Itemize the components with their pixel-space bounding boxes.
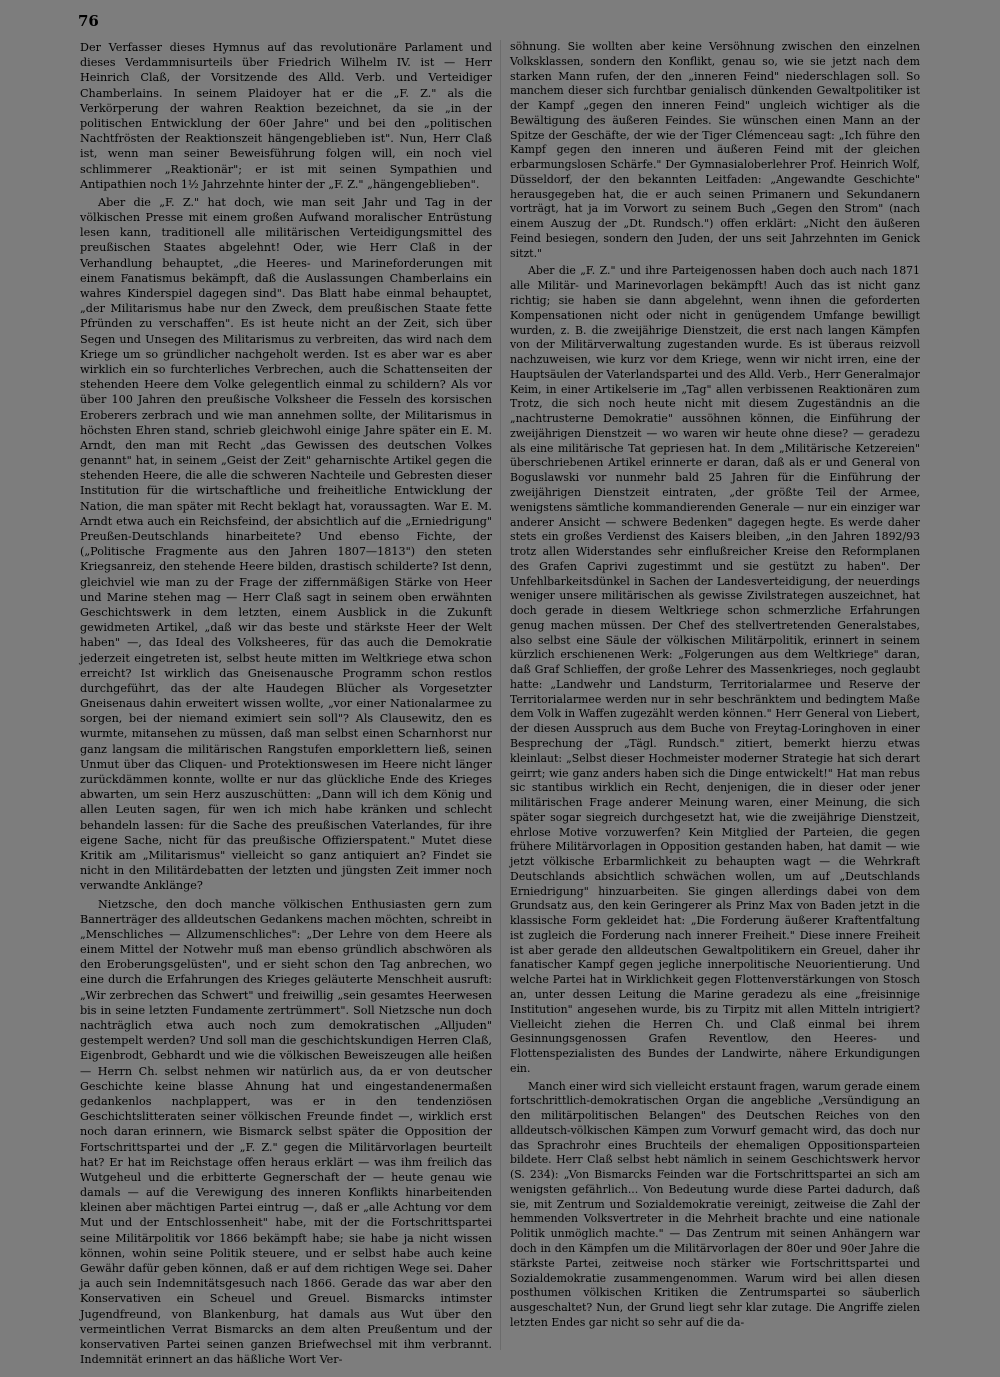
paragraph: Nietzsche, den doch manche völkischen Enthusiasten gern zum Bannerträger des alldeutschen Gedankens machen möchten, schreibt in „Menschliches — Allzumenschliches": „Der Lehre von dem Heere als einem Mittel der Notwehr muß man ebenso gründlich abschwören als den Eroberungsgelüsten", und er sieht schon den Tag anbrechen, wo eine durch die Erfahrungen des Krieges geläuterte Menschheit ausruft: „Wir zerbrechen das Schwert" und freiwillig „sein gesamtes Heerwesen bis in seine letzten Fundamente zertrümmert". Soll Nietzsche nun doch nachträglich etwa auch noch zum demokratischen „Alljuden" gestempelt werden? Und soll man die geschichtskundigen Herren Claß, Eigenbrodt, Gebhardt und wie die völkischen Beweiszeugen alle heißen — Herrn Ch. selbst nehmen wir natürlich aus, da er von deutscher Geschichte keine blasse Ahnung hat und eingestandenermaßen gedankenlos nachplappert, was er in den tendenziösen Geschichtslitteraten seiner völkischen Freunde findet —, wirklich erst noch daran erinnern, wie Bismarck selbst später die Opposition der Fortschrittspartei und der „F. Z." gegen die Militärvorlagen beurteilt hat? Er hat im Reichstage offen heraus erklärt — was ihm freilich das Wutgeheul und die erbitterte Gegnerschaft der — heute genau wie damals — auf die Verewigung des inneren Konflikts hinarbeitenden kleinen aber mächtigen Partei eintrug —, daß er „alle Achtung vor dem Mut und der Entschlossenheit" habe, mit der die Fortschrittspartei seine Militärpolitik vor 1866 bekämpft habe; sie habe ja nicht wissen können, wohin seine Politik steuere, und er selbst habe auch keine Gewähr dafür geben können, daß er auf dem richtigen Wege sei. Daher ja auch sein Indemnitätsgesuch nach 1866. Gerade das war aber den Konservativen ein Scheuel und Greuel. Bismarcks intimster Jugendfreund, von Blankenburg, hat damals aus Wut über den vermeintlichen Verrat Bismarcks an dem alten Preußentum und der konservativen Partei seinen ganzen Briefwechsel mit ihm verbrannt. Indemnität erinnert an das häßliche Wort Ver- xyxy=(80,897,492,1367)
paragraph: Aber die „F. Z." und ihre Parteigenossen haben doch auch nach 1871 alle Militär- und Marinevorlagen bekämpft! Auch das ist nicht ganz richtig; sie haben sie dann abgelehnt, wenn ihnen die geforderten Kompensationen nicht oder nicht in genügendem Umfange bewilligt wurden, z. B. die zweijährige Dienstzeit, die erst nach langen Kämpfen von der Militärverwaltung zugestanden wurde. Es ist überaus reizvoll nachzuweisen, wie kurz vor dem Kriege, wenn wir nicht irren, eine der Hauptsäulen der Vaterlandspartei und des Alld. Verb., Herr Generalmajor Keim, in einer Artikelserie im „Tag" allen verbissenen Reaktionären zum Trotz, die sich noch heute nicht mit diesem Zugeständnis an die „nachtrusterne Demokratie" aussöhnen können, die Einführung der zweijährigen Dienstzeit — wo waren wir heute ohne diese? — geradezu als eine militärische Tat gepriesen hat. In dem „Militärische Ketzereien" überschriebenen Artikel erinnerte er daran, daß als er und General von Boguslawski vor nunmehr bald 25 Jahren für die Einführung der zweijährigen Dienstzeit eintraten, „der größte Teil der Armee, wenigstens sämtliche kommandierenden Generale — nur ein einziger war anderer Ansicht — schwere Bedenken" dagegen hegte. Es werde daher stets ein großes Verdienst des Kaisers bleiben, „in den Jahren 1892/93 trotz allen Widerstandes sehr einflußreicher Kreise den Reformplanen des Grafen Caprivi zugestimmt und sie gestützt zu haben". Der Unfehlbarkeitsdünkel in Sachen der Landesverteidigung, der neuerdings weniger unsere militärischen als gewisse Zivilstrategen auszeichnet, hat doch gerade in diesem Weltkriege schon schmerzliche Erfahrungen genug machen müssen. Der Chef des stellvertretenden Generalstabes, also selbst eine Säule der völkischen Militärpolitik, erinnert in seinem kürzlich erschienenen Werk: „Folgerungen aus dem Weltkriege" daran, daß Graf Schlieffen, der große Lehrer des Massenkrieges, noch geglaubt hatte: „Landwehr und Landsturm, Territorialarmee und Reserve der Territorialarmee werden nur in sehr beschränktem und bedingtem Maße dem Volk in Waffen zugezählt werden können." Herr General von Liebert, der diesen Ausspruch aus dem Buche von Freytag-Loringhoven in einer Besprechung der „Tägl. Rundsch." zitiert, bemerkt hierzu etwas kleinlaut: „Selbst dieser Hochmeister moderner Strategie hat sich derart geirrt; wie ganz anders haben sich die Dinge entwickelt!" Hat man rebus sic stantibus wirklich ein Recht, denjenigen, die in dieser oder jener militärischen Frage anderer Meinung waren, einer Meinung, die sich später sogar siegreich durchgesetzt hat, wie die zweijährige Dienstzeit, ehrlose Motive vorzuwerfen? Kein Mitglied der Parteien, die gegen frühere Militärvorlagen in Opposition gestanden haben, hat damit — wie jetzt völkische Erbarmlichkeit zu behaupten wagt — die Wehrkraft Deutschlands absichtlich schwächen wollen, um auf „Deutschlands Erniedrigung" hinzuarbeiten. Sie gingen allerdings dabei von dem Grundsatz aus, den kein Geringerer als Prinz Max von Baden jetzt in die klassische Form gekleidet hat: „Die Forderung äußerer Kraftentfaltung ist zugleich die Forderung nach innerer Freiheit." Diese innere Freiheit ist aber gerade den alldeutschen Gewaltpolitikern ein Greuel, daher ihr fanatischer Kampf gegen jegliche innerpolitische Neuorientierung. Und welche Partei hat in Wirklichkeit gegen Flottenverstärkungen von Stosch an, unter dessen Leitung die Marine geradezu als eine „freisinnige Institution" angesehen wurde, bis zu Tirpitz mit allen Mitteln intrigiert? Vielleicht ziehen die Herren Ch. und Claß einmal bei ihrem Gesinnungsgenossen Grafen Reventlow, den Heeres- und Flottenspezialisten des Bundes der Landwirte, nähere Erkundigungen ein. xyxy=(510,264,920,1075)
page-number: 76 xyxy=(78,12,99,30)
left-column xyxy=(80,40,492,1370)
paragraph: Aber die „F. Z." hat doch, wie man seit Jahr und Tag in der völkischen Presse mit einem großen Aufwand moralischer Entrüstung lesen kann, traditionell alle militärischen Verteidigungsmittel des preußischen Staates abgelehnt! Oder, wie Herr Claß in der Verhandlung behauptet, „die Heeres- und Marineforderungen mit einem Fanatismus bekämpft, daß die Auslassungen Chamberlains ein wahres Kinderspiel dagegen sind". Das Blatt habe einmal behauptet, „der Militarismus habe nur den Zweck, dem preußischen Staate fette Pfründen zu verschaffen". Es ist heute nicht an der Zeit, sich über Segen und Unsegen des Militarismus zu verbreiten, das wird nach dem Kriege um so gründlicher nachgeholt werden. Ist es aber war es aber wirklich ein so furchterliches Verbrechen, auch die Schattenseiten der stehenden Heere dem Volke gelegentlich einmal zu schildern? Als vor über 100 Jahren den preußische Volksheer die Fesseln des korsischen Eroberers zerbrach und wie man annehmen sollte, der Militarismus in höchsten Ehren stand, schrieb gleichwohl einige Jahre später ein E. M. Arndt, den man mit Recht „das Gewissen des deutschen Volkes genannt" hat, in seinem „Geist der Zeit" geharnischte Artikel gegen die stehenden Heere, die alle die schweren Nachteile und Gebresten dieser Institution für die wirtschaftliche und freiheitliche Entwicklung der Nation, die man später mit Recht beklagt hat, voraussagten. War E. M. Arndt etwa auch ein Reichsfeind, der absichtlich auf die „Erniedrigung" Preußen-Deutschlands hinarbeitete? Und ebenso Fichte, der („Politische Fragmente aus den Jahren 1807—1813") den steten Kriegsanreiz, den stehende Heere bilden, drastisch schilderte? Ist denn, gleichviel wie man zu der Frage der ziffernmäßigen Stärke von Heer und Marine stehen mag — Herr Claß sagt in seinem oben erwähnten Geschichtswerk in dem letzten, einem Ausblick in die Zukunft gewidmeten Artikel, „daß wir das beste und stärkste Heer der Welt haben" —, das Ideal des Volksheeres, für das auch die Demokratie jederzeit eingetreten ist, selbst heute mitten im Weltkriege etwa schon erreicht? Ist wirklich das Gneisenausche Programm schon restlos durchgeführt, das der alte Haudegen Blücher als Vorgesetzter Gneisenaus dahin erweitert wissen wollte, „vor einer Nationalarmee zu sorgen, bei der niemand eximiert sein soll"? Als Clausewitz, den es wurmte, mitansehen zu müssen, daß man selbst einen Scharnhorst nur ganz langsam die militärischen Rangstufen emporklettern ließ, seinen Unmut über das Cliquen- und Protektionswesen im Heere nicht länger zurückdämmen konnte, wollte er nur das glückliche Ende des Krieges abwarten, um sein Herz auszuschütten: „Dann will ich dem König und allen Leuten sagen, für wen ich mich habe kränken und schlecht behandeln lassen: für die Sache des preußischen Vaterlandes, für ihre eigene Sache, nicht für das preußische Offizierspatent." Mutet diese Kritik am „Militarismus" vielleicht so ganz antiquiert an? Findet sie nicht in den Militärdebatten der letzten und jüngsten Zeit immer noch verwandte Anklänge? xyxy=(80,195,492,893)
right-column xyxy=(510,40,920,1334)
paragraph: Der Verfasser dieses Hymnus auf das revolutionäre Parlament und dieses Verdammnisurteils über Friedrich Wilhelm IV. ist — Herr Heinrich Claß, der Vorsitzende des Alld. Verb. und Verteidiger Chamberlains. In seinem Plaidoyer hat er die „F. Z." als die Verkörperung der wahren Reaktion bezeichnet, da sie „in der politischen Entwicklung der 60er Jahre" und bei den „politischen Nachtfrösten der Reaktionszeit hängengeblieben ist". Nun, Herr Claß ist, wenn man seiner Beweisführung folgen will, ein noch viel schlimmerer „Reaktionär"; er ist mit seinen Sympathien und Antipathien noch 1½ Jahrzehnte hinter der „F. Z." „hängengeblieben". xyxy=(80,41,492,191)
paragraph: Manch einer wird sich vielleicht erstaunt fragen, warum gerade einem fortschrittlich-demokratischen Organ die angebliche „Versündigung an den militärpolitischen Belangen" des Deutschen Reiches von den alldeutsch-völkischen Kämpen zum Vorwurf gemacht wird, das doch nur das Sprachrohr eines Bruchteils der ehemaligen Oppositionsparteien bildete. Herr Claß selbst hebt nämlich in seinem Geschichtswerk hervor (S. 234): „Von Bismarcks Feinden war die Fortschrittspartei an sich am wenigsten gefährlich... Von Bedeutung wurde diese Partei dadurch, daß sie, mit Zentrum und Sozialdemokratie vereinigt, zeitweise die Zahl der hemmenden Volksvertreter in die Mehrheit brachte und eine nationale Politik unmöglich machte." — Das Zentrum mit seinen Anhängern war doch in den Kämpfen um die Militärvorlagen der 80er und 90er Jahre die stärkste Partei, zeitweise noch stärker wie Fortschrittspartei und Sozialdemokratie zusammengenommen. Warum wird bei allen diesen posthumen völkischen Kritiken die Zentrumspartei so säuberlich ausgeschaltet? Nun, der Grund liegt sehr klar zutage. Die Angriffe zielen letzten Endes gar nicht so sehr auf die da- xyxy=(510,1079,920,1329)
paragraph: söhnung. Sie wollten aber keine Versöhnung zwischen den einzelnen Volksklassen, sondern den Konflikt, genau so, wie sie jetzt nach dem starken Mann rufen, der den „inneren Feind" niederschlagen soll. So manchem dieser sich furchtbar genialisch dünkenden Gewaltpolitiker ist der Kampf „gegen den inneren Feind" ungleich wichtiger als die Bewältigung des äußeren Feindes. Sie wünschen einen Mann an der Spitze der Geschäfte, der wie der Tiger Clémenceau sagt: „Ich führe den Kampf gegen den inneren und äußeren Feind mit der gleichen erbarmungslosen Schärfe." Der Gymnasialoberlehrer Prof. Heinrich Wolf, Düsseldorf, der den bekannten Leitfaden: „Angewandte Geschichte" herausgegeben hat, die er auch seinen Primanern und Sekundanern vorträgt, hat ja im Vorwort zu seinem Buch „Gegen den Strom" (nach einem Auszug der „Dt. Rundsch.") offen erklärt: „Nicht den äußeren Feind besiegen, sondern den Juden, der uns seit Jahrzehnten im Genick sitzt." xyxy=(510,40,920,260)
column-divider xyxy=(500,40,501,1350)
